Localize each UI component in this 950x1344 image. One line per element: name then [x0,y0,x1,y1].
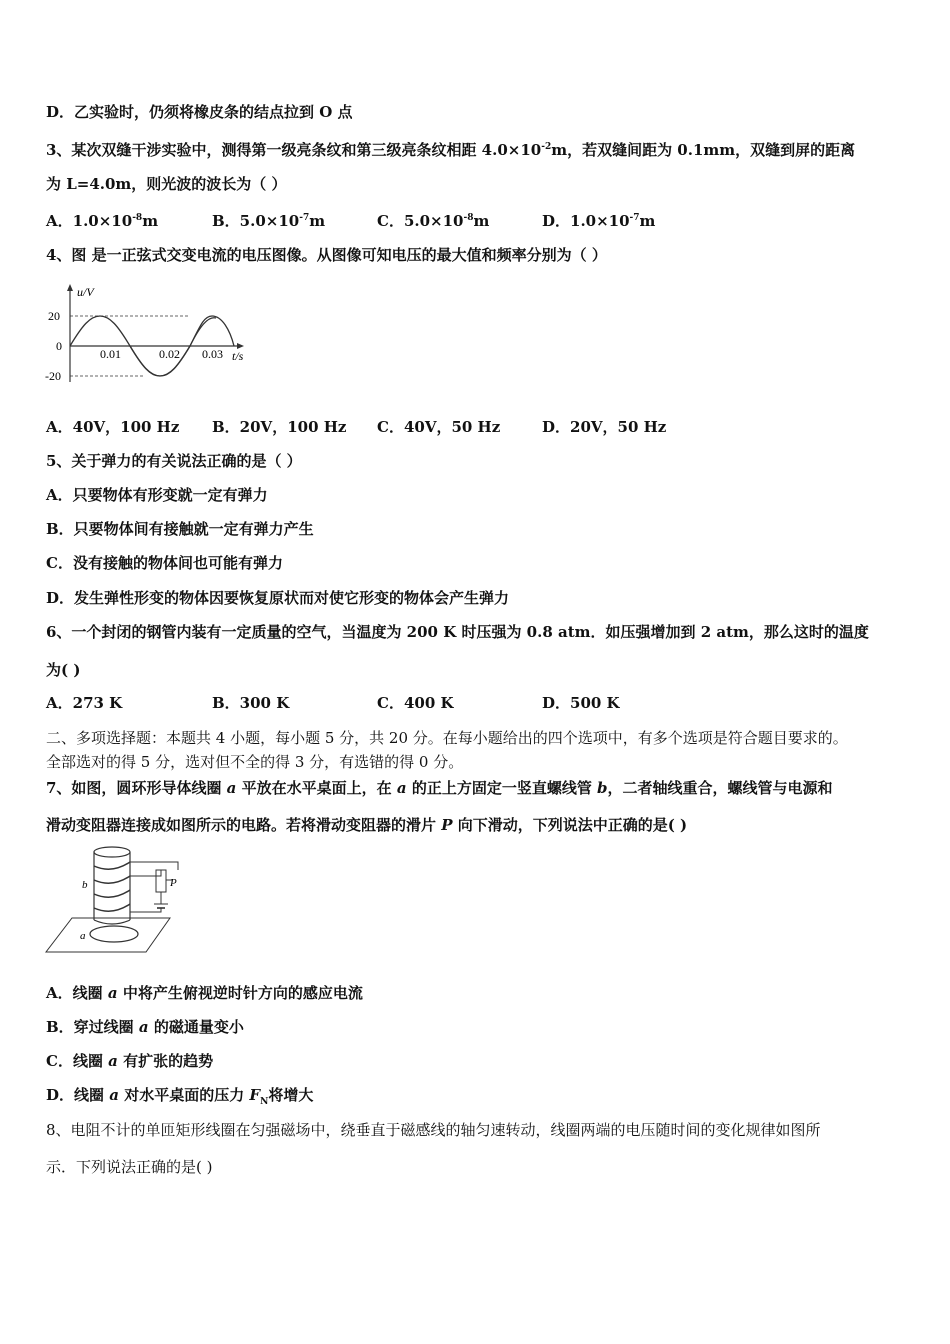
q8-stem-line1: 8、电阻不计的单匝矩形线圈在匀强磁场中，绕垂直于磁感线的轴匀速转动，线圈两端的电压随时间的变化规律如图所 [46,1121,821,1139]
q3-stem-line2: 为 L=4.0m，则光波的波长为（ ） [46,175,287,193]
winding-3 [94,890,130,897]
winding-1 [94,862,130,869]
q3-option-c: C．$5.0\times 10^{-8}m$ [377,212,490,230]
x-tick-002: 0.02 [159,347,180,361]
q7-option-c: C．线圈 a 有扩张的趋势 [46,1052,214,1070]
q3-option-a: A．$1.0\times 10^{-8}m$ [46,212,159,230]
q6-option-c: C．400 K [377,694,454,712]
q4-option-d: D．20V，50 Hz [542,418,667,436]
y-axis-label: u/V [77,285,94,299]
table-plane [46,918,170,952]
label-a: a [80,930,86,942]
solenoid-top [94,847,130,857]
x-tick-001: 0.01 [100,347,121,361]
y-tick-20: 20 [48,309,60,323]
q4-voltage-graph [44,282,264,392]
q6-option-d: D．500 K [542,694,620,712]
x-tick-003: 0.03 [202,347,223,361]
q6-stem-line1: 6、一个封闭的钢管内装有一定质量的空气，当温度为 200 K 时压强为 0.8 atm．如压强增加到 2 atm，那么这时的温度 [46,623,869,641]
winding-2 [94,876,130,883]
q8-stem-line2: 示．下列说法正确的是( ) [46,1158,213,1176]
q2-option-d: D．乙实验时，仍须将橡皮条的结点拉到 O 点 [46,103,353,121]
q6-stem-line2: 为( ) [46,661,81,679]
q7-option-d: D．线圈 a 对水平桌面的压力 $F_N$将增大 [46,1086,314,1107]
q7-stem-line1: 7、如图，圆环形导体线圈 a 平放在水平桌面上，在 a 的正上方固定一竖直螺线管 b，二者轴线重合，螺线管与电源和 [46,779,833,797]
q3-option-b: B．$5.0\times 10^{-7}m$ [212,212,326,230]
q5-option-a: A．只要物体有形变就一定有弹力 [46,486,268,504]
q5-option-c: C．没有接触的物体间也可能有弹力 [46,554,283,572]
q4-option-c: C．40V，50 Hz [377,418,501,436]
q5-option-d: D．发生弹性形变的物体因要恢复原状而对使它形变的物体会产生弹力 [46,589,510,607]
section2-heading-line1: 二、多项选择题：本题共 4 小题，每小题 5 分，共 20 分。在每小题给出的四个选项中，有多个选项是符合题目要求的。 [46,729,848,747]
y-tick-neg20: -20 [45,369,61,383]
q5-stem: 5、关于弹力的有关说法正确的是（ ） [46,452,302,470]
q4-option-a: A．40V，100 Hz [46,418,180,436]
y-tick-0: 0 [56,339,62,353]
q6-option-b: B．300 K [212,694,290,712]
wire-bottom [130,908,161,912]
q3-stem-line1: 3、某次双缝干涉实验中，测得第一级亮条纹和第三级亮条纹相距 $4.0\times 10^{-2}m$，若双缝间距为 0.1mm，双缝到屏的距离 [46,141,856,159]
q7-stem-line2: 滑动变阻器连接成如图所示的电路。若将滑动变阻器的滑片 P 向下滑动，下列说法中正确的是( ) [46,816,688,834]
q4-stem: 4、图 是一正弦式交变电流的电压图像。从图像可知电压的最大值和频率分别为（ ） [46,246,607,264]
section2-heading-line2: 全部选对的得 5 分，选对但不全的得 3 分，有选错的得 0 分。 [46,753,464,771]
q7-solenoid-figure [44,842,194,957]
wire-top [130,862,178,870]
q4-option-b: B．20V，100 Hz [212,418,347,436]
q5-option-b: B．只要物体间有接触就一定有弹力产生 [46,520,314,538]
label-b: b [82,879,88,891]
q6-option-a: A．273 K [46,694,123,712]
q7-option-a: A．线圈 a 中将产生俯视逆时针方向的感应电流 [46,984,363,1002]
q7-option-b: B．穿过线圈 a 的磁通量变小 [46,1018,244,1036]
solenoid-bottom [94,920,130,924]
y-axis-arrow [67,284,73,291]
coil-a [90,926,138,942]
x-axis-label: t/s [232,349,244,363]
label-p: P [170,877,177,889]
q3-option-d: D．$1.0\times 10^{-7}m$ [542,212,656,230]
winding-4 [94,904,130,911]
